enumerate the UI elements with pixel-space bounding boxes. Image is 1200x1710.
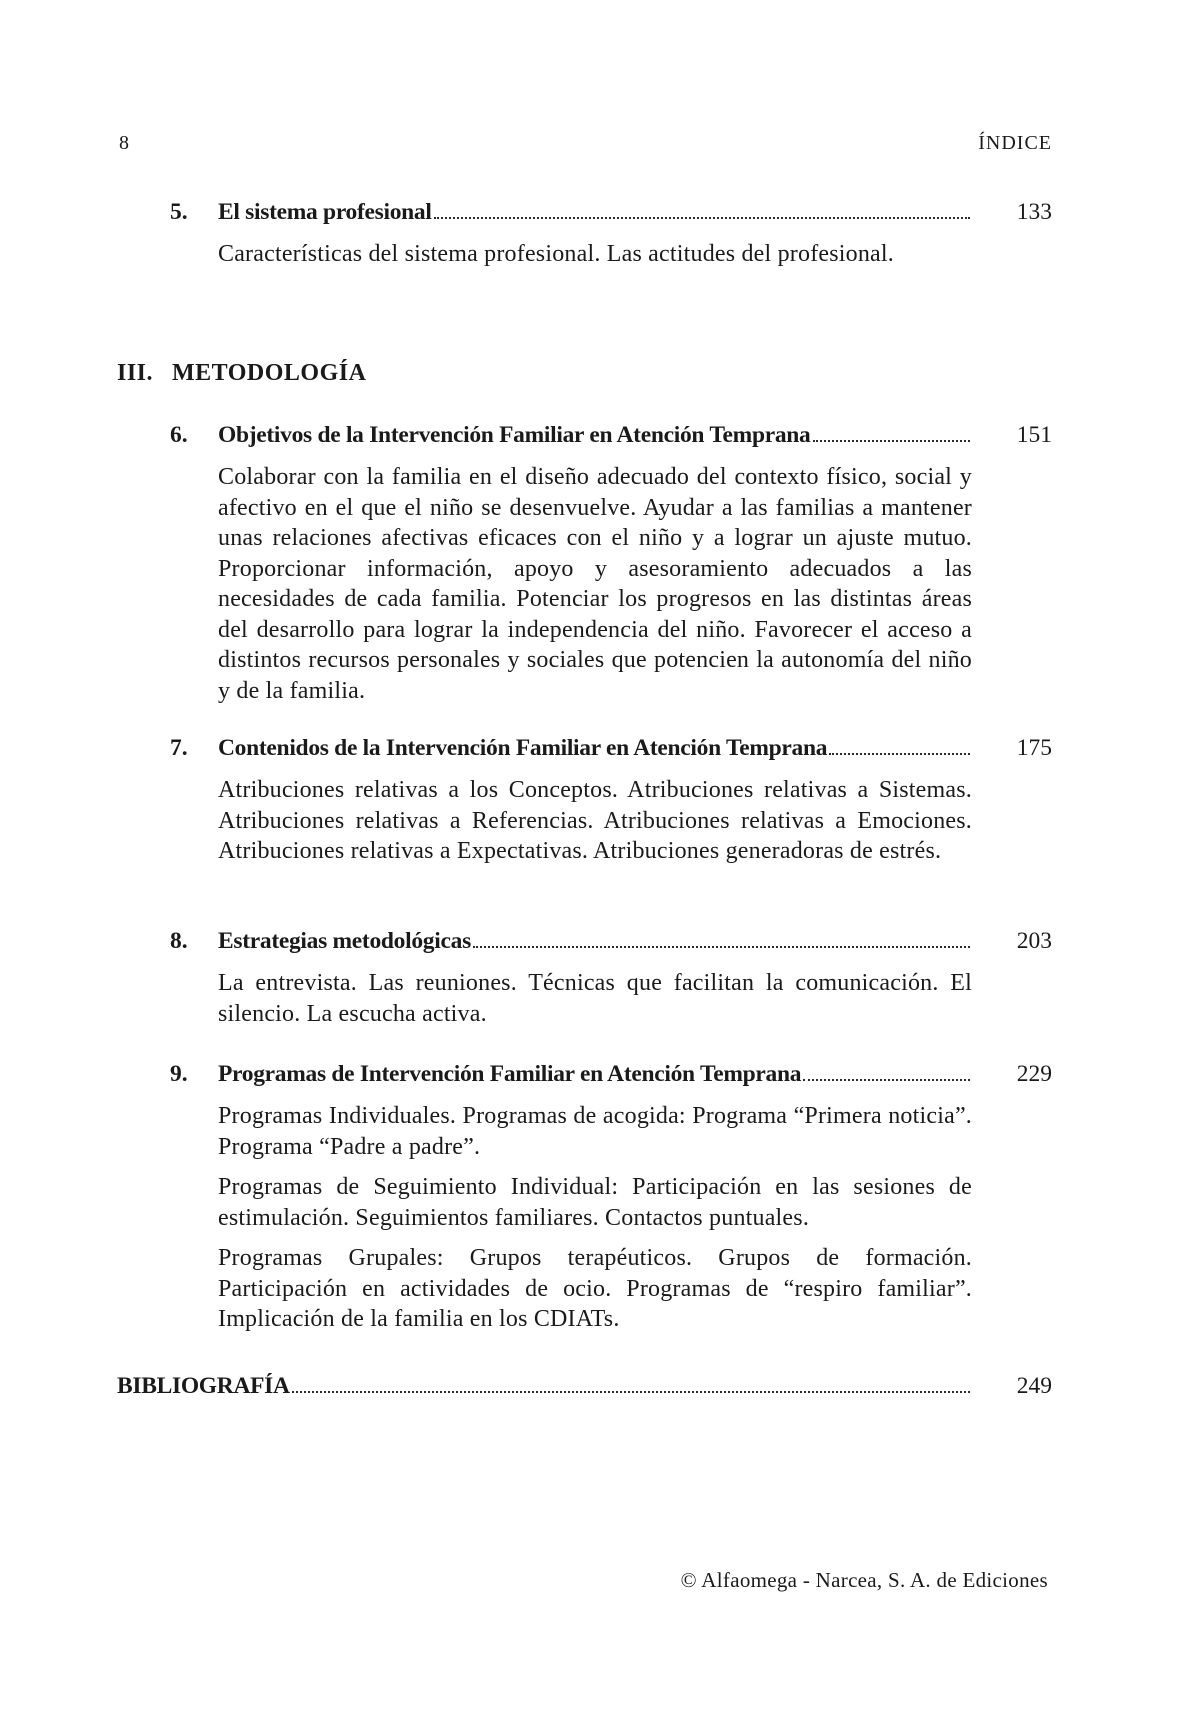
entry-title: Contenidos de la Intervención Familiar en Atención Temprana	[218, 735, 828, 761]
entry-page-number: 229	[1016, 1061, 1052, 1087]
toc-entry-line	[170, 1059, 1052, 1089]
entry-description: Programas Grupales: Grupos terapéuticos. Grupos de formación. Participación en actividades de ocio. Programas de “respiro familiar”. Implicación de la familia en los CDIATs.	[218, 1245, 972, 1332]
toc-entry-bibliography	[117, 1371, 1052, 1401]
toc-entry-line	[117, 1371, 1052, 1401]
entry-page-number: 133	[1016, 199, 1052, 225]
toc-entry-9	[170, 1059, 1052, 1335]
entry-page-number: 203	[1016, 928, 1052, 954]
section-title: METODOLOGÍA	[172, 360, 367, 386]
entry-description: Programas Individuales. Programas de acogida: Programa “Primera noticia”. Programa “Padre a padre”.	[218, 1103, 972, 1160]
entry-number: 8.	[170, 928, 188, 954]
entry-page-number: 151	[1016, 422, 1052, 448]
dot-leader	[829, 753, 970, 755]
dot-leader	[434, 217, 970, 219]
dot-leader	[292, 1391, 970, 1393]
dot-leader	[473, 946, 970, 948]
entry-page-number: 249	[1016, 1373, 1052, 1399]
dot-leader	[803, 1079, 970, 1081]
toc-entry-6	[170, 420, 1052, 706]
entry-title: Objetivos de la Intervención Familiar en Atención Temprana	[218, 422, 811, 448]
copyright-footer: © Alfaomega - Narcea, S. A. de Ediciones	[680, 1568, 1048, 1592]
section-heading	[117, 360, 366, 387]
entry-title: El sistema profesional	[218, 199, 432, 225]
entry-number: 6.	[170, 422, 188, 448]
entry-number: 9.	[170, 1061, 188, 1087]
toc-entry-5	[170, 197, 1052, 270]
entry-title: Programas de Intervención Familiar en Atención Temprana	[218, 1061, 802, 1087]
toc-entry-line	[170, 733, 1052, 763]
entry-title: Estrategias metodológicas	[218, 928, 471, 954]
page-number-header: 8	[119, 132, 129, 154]
entry-description: Características del sistema profesional. Las actitudes del profesional.	[218, 241, 894, 267]
toc-entry-7	[170, 733, 1052, 867]
toc-entry-line	[170, 420, 1052, 450]
bibliography-title: BIBLIOGRAFÍA	[117, 1373, 290, 1399]
entry-page-number: 175	[1016, 735, 1052, 761]
entry-number: 7.	[170, 735, 188, 761]
dot-leader	[813, 440, 970, 442]
entry-description: Programas de Seguimiento Individual: Participación en las sesiones de estimulación. Seguimientos familiares. Contactos puntuales.	[218, 1174, 972, 1231]
running-title: ÍNDICE	[978, 132, 1052, 154]
entry-description: Colaborar con la familia en el diseño adecuado del contexto físico, social y afectivo en el que el niño se desenvuelve. Ayudar a las familias a mantener unas relaciones afectivas eficaces con el niño y a lograr un ajuste mutuo. Proporcionar información, apoyo y asesoramiento adecuados a las necesidades de cada familia. Potenciar los progresos en las distintas áreas del desarrollo para lograr la independencia del niño. Favorecer el acceso a distintos recursos personales y sociales que potencien la autonomía del niño y de la familia.	[218, 464, 972, 704]
entry-description: Atribuciones relativas a los Conceptos. Atribuciones relativas a Sistemas. Atribuciones relativas a Referencias. Atribuciones relativas a Emociones. Atribuciones relativas a Expectativas. Atribuciones generadoras de estrés.	[218, 777, 972, 864]
section-roman-numeral: III.	[117, 360, 154, 386]
toc-entry-line	[170, 926, 1052, 956]
toc-entry-line	[170, 197, 1052, 227]
entry-number: 5.	[170, 199, 188, 225]
toc-entry-8	[170, 926, 1052, 1029]
entry-description: La entrevista. Las reuniones. Técnicas que facilitan la comunicación. El silencio. La escucha activa.	[218, 970, 972, 1027]
